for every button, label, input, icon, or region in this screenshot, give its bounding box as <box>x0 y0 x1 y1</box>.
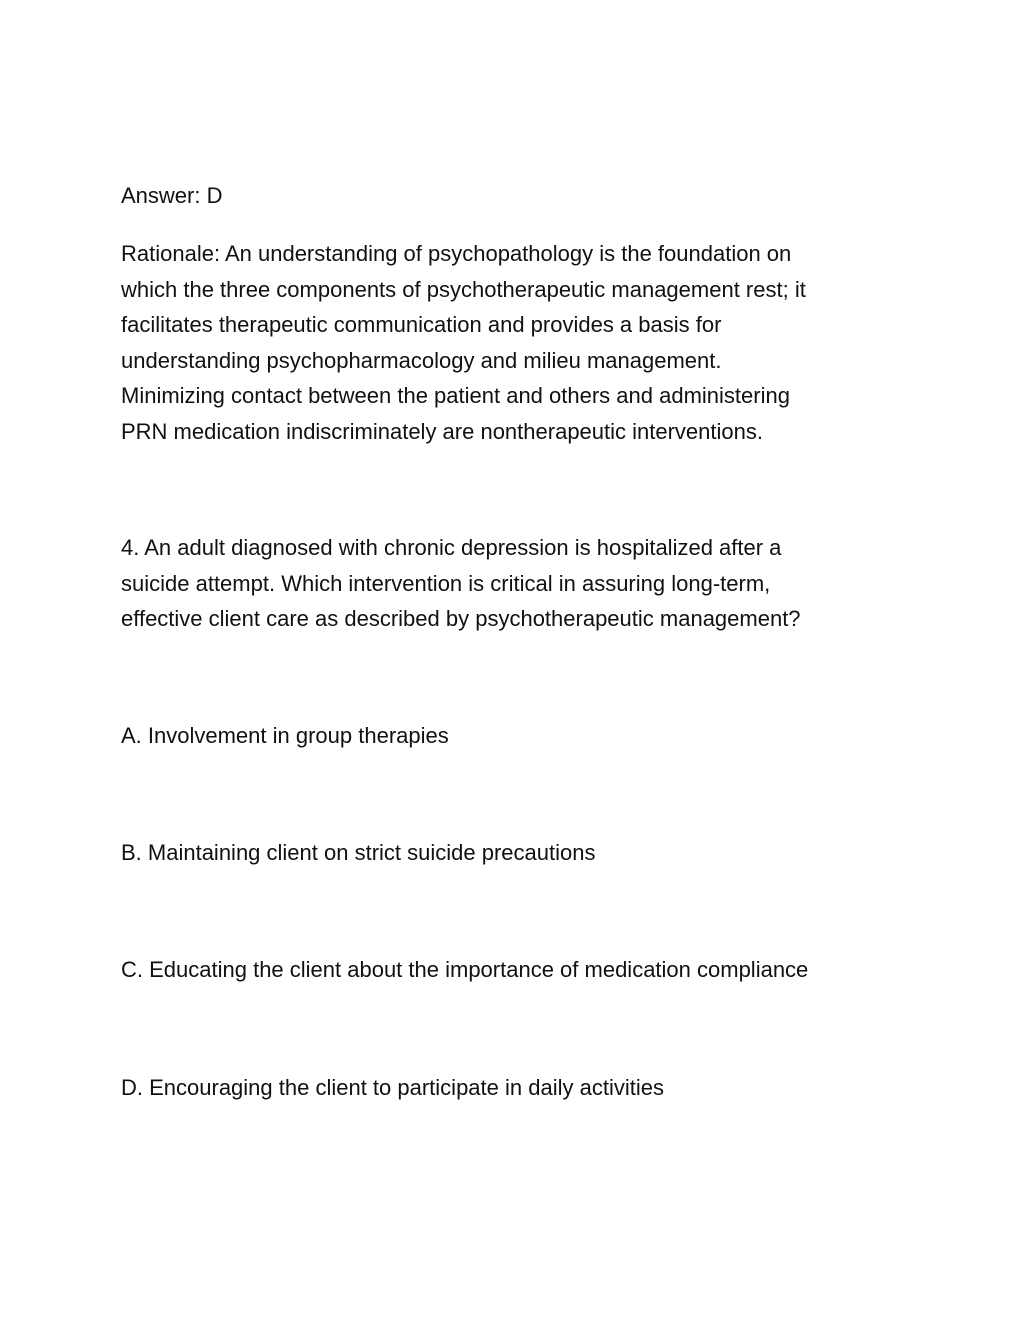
question-line: suicide attempt. Which intervention is critical in assuring long-term, <box>121 570 771 596</box>
option-d <box>121 1070 911 1106</box>
rationale-line: Minimizing contact between the patient and others and administering <box>121 383 790 408</box>
option-b-text: B. Maintaining client on strict suicide precautions <box>121 840 596 865</box>
question-paragraph <box>121 530 911 637</box>
rationale-line: which the three components of psychotherapeutic management rest; it <box>121 276 806 302</box>
option-a <box>121 718 911 754</box>
option-c <box>121 952 911 988</box>
rationale-line: Rationale: An understanding of psychopathology is the foundation on <box>121 241 792 266</box>
rationale-line: understanding psychopharmacology and milieu management. <box>121 347 722 373</box>
option-d-text: D. Encouraging the client to participate in daily activities <box>121 1075 664 1100</box>
option-c-text: C. Educating the client about the importance of medication compliance <box>121 957 809 982</box>
rationale-paragraph <box>121 236 911 449</box>
option-b <box>121 835 911 871</box>
option-a-text: A. Involvement in group therapies <box>121 723 449 748</box>
answer-text: Answer: D <box>121 183 223 208</box>
rationale-line: PRN medication indiscriminately are nontherapeutic interventions. <box>121 418 763 444</box>
answer-line <box>121 178 911 214</box>
question-line: 4. An adult diagnosed with chronic depression is hospitalized after a <box>121 535 782 560</box>
rationale-line: facilitates therapeutic communication and provides a basis for <box>121 312 722 337</box>
question-line: effective client care as described by psychotherapeutic management? <box>121 606 801 631</box>
